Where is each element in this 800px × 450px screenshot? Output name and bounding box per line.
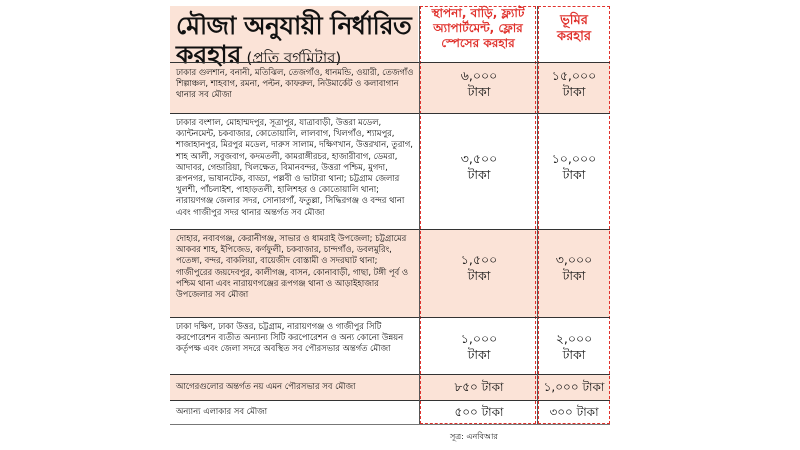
row-3-land-rate <box>538 252 610 284</box>
row-1-building-unit: টাকা <box>467 84 491 99</box>
row-4-building-value: ১,০০০ <box>460 331 498 346</box>
row-2-area: ঢাকার বংশাল, মোহাম্মদপুর, সূত্রাপুর, যাত্রাবাড়ী, উত্তরা মডেল, ক্যান্টনমেন্ট, চকবাজার, কোতোয়ালি, লালবাগ, খিলগাঁও, শ্যামপুর, শাজাহানপুর, মিরপুর মডেল, দারুস সালাম, দক্ষিণখান, উত্তরখান, তুরাগ, শাহ আলী, সবুজবাগ, কদমতলী, কামরাঙ্গীরচর, হাজারীবাগ, ডেমরা, আদাবর, গেন্ডারিয়া, খিলক্ষেত, বিমানবন্দর, উত্তরা পশ্চিম, মুগদা, রূপনগর, ভাষানটেক, বাড্ডা, পল্লবী ও ভাটারা থানা; চট্টগ্রাম জেলার খুলশী, পাঁচলাইশ, পাহাড়তলী, হালিশহর ও কোতোয়ালি থানা; নারায়ণগঞ্জ জেলার সদর, সোনারগাঁ, ফতুল্লা, সিদ্ধিরগঞ্জ ও বন্দর থানা এবং গাজীপুর সদর থানার অন্তর্গত সব মৌজা <box>176 117 413 217</box>
column-separator <box>419 6 420 424</box>
column-header-land-line2: করহার <box>557 29 591 44</box>
row-1-area: ঢাকার গুলশান, বনানী, মতিঝিল, তেজগাঁও, ধানমন্ডি, ওয়ারী, তেজগাঁও শিল্পাঞ্চল, শাহবাগ, রমনা, পল্টন, কাফরুল, নিউমার্কেট ও কলাবাগান থানার সব মৌজা <box>176 67 414 100</box>
row-3-area: দোহার, নবাবগঞ্জ, কেরানীগঞ্জ, সাভার ও ধামরাই উপজেলা; চট্টগ্রামের আকবর শাহ, ইপিজেড, কর্ণফুলী, চকবাজার, চান্দগাঁও, ডবলমুরিং, পতেঙ্গা, বন্দর, বাকলিয়া, বায়েজীদ বোস্তামী ও সদরঘাট থানা; গাজীপুরের জয়দেবপুর, কালীগঞ্জ, বাসন, কোনাবাড়ী, গাছা, টঙ্গী পূর্ব ও পশ্চিম থানা এবং নারায়ণগঞ্জের রূপগঞ্জ থানা ও আড়াইহাজার উপজেলার সব মৌজা <box>176 233 409 300</box>
row-6-building-rate: ৫০০ টাকা <box>454 405 504 419</box>
row-2-building-rate <box>422 151 536 183</box>
row-2-land-rate <box>538 151 610 183</box>
row-1-building-value: ৬,০০০ <box>460 68 498 83</box>
row-5-building-rate: ৮৫০ টাকা <box>454 380 504 394</box>
row-3-building-value: ১,৫০০ <box>460 252 498 267</box>
row-4-area: ঢাকা দক্ষিণ, ঢাকা উত্তর, চট্টগ্রাম, নারায়ণগঞ্জ ও গাজীপুর সিটি করপোরেশন ব্যতীত অন্যান্য সিটি করপোরেশন ও অন্য কোনো উন্নয়ন কর্তৃপক্ষ এবং জেলা সদরে অবস্থিত সব পৌরসভার অন্তর্গত মৌজা <box>176 321 404 354</box>
row-4-land-rate <box>538 331 610 363</box>
column-header-building-line3: স্পেসের করহার <box>441 36 515 50</box>
divider <box>170 424 610 425</box>
row-2-building-value: ৩,৫০০ <box>460 151 498 166</box>
row-3-land-unit: টাকা <box>562 268 586 283</box>
page-title: মৌজা অনুযায়ী নির্ধারিত <box>176 11 412 40</box>
row-3-building-unit: টাকা <box>467 268 491 283</box>
row-1-land-value: ১৫,০০০ <box>551 68 597 83</box>
row-1-land-unit: টাকা <box>562 84 586 99</box>
divider <box>170 317 610 318</box>
row-3-building-rate <box>422 252 536 284</box>
tax-rate-table <box>170 6 610 446</box>
row-4-building-rate <box>422 331 536 363</box>
row-3-land-value: ৩,০০০ <box>555 252 593 267</box>
column-header-building-line2: অ্যাপার্টমেন্ট, ফ্লোর <box>433 21 523 35</box>
title-karhar: করহার <box>176 40 242 69</box>
table-title-block <box>170 6 418 69</box>
divider <box>170 400 610 401</box>
divider <box>170 229 610 230</box>
row-5-land-rate: ১,০০০ টাকা <box>543 380 605 394</box>
row-5-area: আগেরগুলোর অন্তর্গত নয় এমন পৌরসভার সব মৌজা <box>176 381 356 391</box>
divider <box>170 62 610 63</box>
row-1-land-rate <box>538 68 610 100</box>
title-unit: (প্রতি বর্গমিটার) <box>246 49 342 67</box>
row-4-land-value: ২,০০০ <box>555 331 593 346</box>
row-1-building-rate <box>422 68 536 100</box>
column-header-land-line1: ভূমির <box>560 13 588 28</box>
row-4-building-unit: টাকা <box>467 347 491 362</box>
row-2-land-unit: টাকা <box>562 167 586 182</box>
row-2-building-unit: টাকা <box>467 167 491 182</box>
divider <box>170 374 610 375</box>
row-2-land-value: ১০,০০০ <box>551 151 597 166</box>
row-4-land-unit: টাকা <box>562 347 586 362</box>
column-header-building-line1: স্থাপনা, বাড়ি, ফ্ল্যাট <box>431 6 525 20</box>
divider <box>170 113 610 114</box>
row-6-area: অন্যান্য এলাকার সব মৌজা <box>176 406 268 416</box>
row-6-land-rate: ৩০০ টাকা <box>549 405 599 419</box>
source-note: সূত্র: এনবিআর <box>450 432 498 441</box>
